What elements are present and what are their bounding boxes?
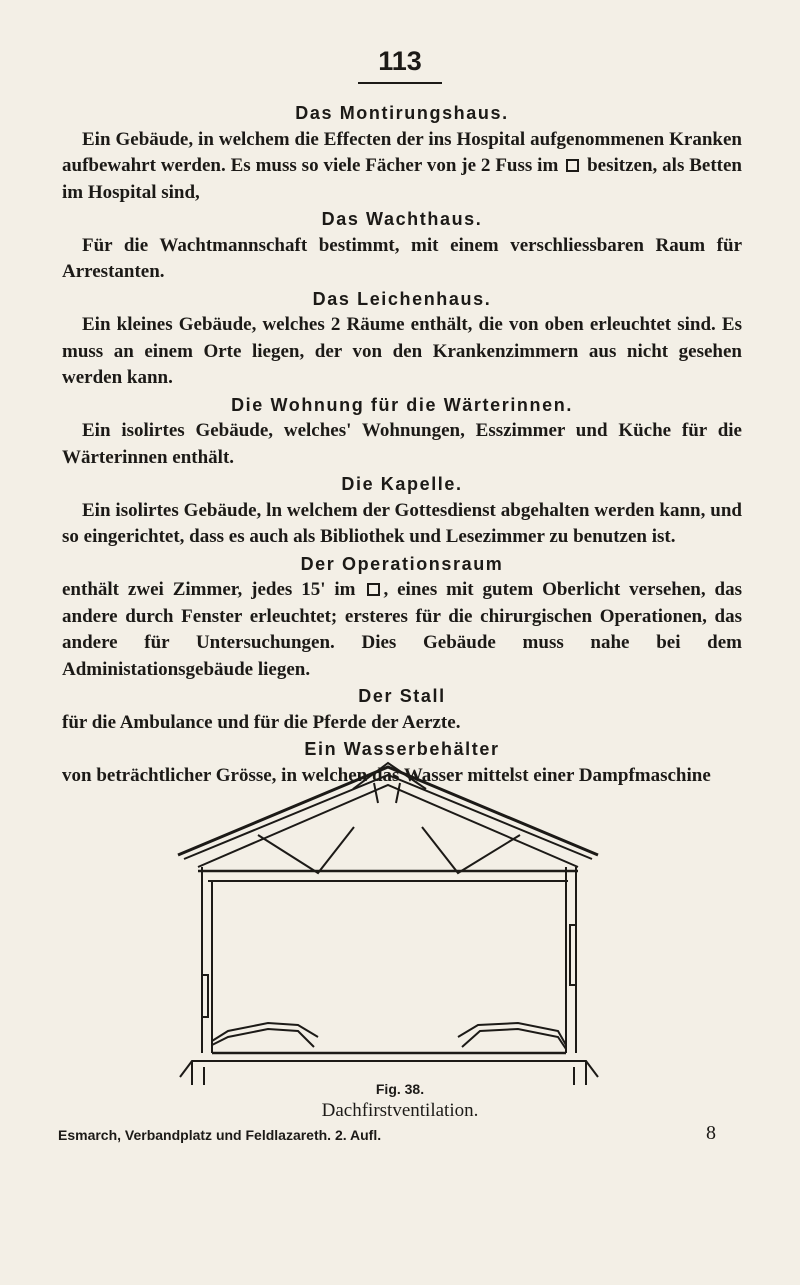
section-title: Das Leichenhaus. xyxy=(312,288,492,309)
paragraph xyxy=(62,312,742,392)
section-title: Die Kapelle. xyxy=(341,474,463,494)
paragraph-text: , eines mit gutem Oberlicht versehen, das andere durch Fenster erleuchtet; ersteres für die chirurgischen Operationen, das andere für Untersuchungen. Dies Gebäude muss nahe bei dem Administationsgebäude liegen. xyxy=(62,579,742,680)
section-title: Der Stall xyxy=(358,686,446,706)
section-title: Der Operationsraum xyxy=(300,553,504,574)
square-symbol-icon xyxy=(566,159,579,172)
paragraph-text: Ein isolirtes Gebäude, welches' Wohnungen, Esszimmer und Küche für die Wärterinnen enthält. xyxy=(62,420,742,468)
paragraph-text: besitzen, als Betten im Hospital sind, xyxy=(62,155,742,203)
page-number-rule xyxy=(358,82,442,84)
square-symbol-icon xyxy=(367,583,380,596)
paragraph-text: Ein isolirtes Gebäude, ln welchem der Gottesdienst abgehalten werden kann, und so eingerichtet, dass es auch als Bibliothek und Lesezimmer zu benutzen ist. xyxy=(62,499,742,547)
paragraph xyxy=(62,233,742,286)
paragraph-text: für die Ambulance und für die Pferde der Aerzte. xyxy=(62,711,461,733)
page-number: 113 xyxy=(378,46,422,76)
paragraph-text: von beträchtlicher Grösse, in welchen das Wasser mittelst einer Dampfmaschine xyxy=(62,764,711,786)
figure-label: Fig. 38. xyxy=(375,1081,425,1097)
section-title: Die Wohnung für die Wärterinnen. xyxy=(231,394,573,415)
body-text xyxy=(62,100,742,789)
paragraph xyxy=(62,127,742,207)
figure-caption: Dachfirstventilation. xyxy=(321,1100,479,1121)
paragraph xyxy=(62,710,742,737)
sheet-signature: 8 xyxy=(706,1122,716,1144)
footer-source: Esmarch, Verbandplatz und Feldlazareth. 2. Aufl. xyxy=(58,1127,382,1143)
section-title: Ein Wasserbehälter xyxy=(304,739,500,759)
paragraph xyxy=(62,577,742,683)
paragraph-text: Für die Wachtmannschaft bestimmt, mit einem verschliessbaren Raum für Arrestanten. xyxy=(62,234,742,282)
paragraph xyxy=(62,498,742,551)
section-title: Das Wachthaus. xyxy=(321,209,483,229)
paragraph-text: Ein Gebäude, in welchem die Effecten der ins Hospital aufgenommenen Kranken aufbewahrt werden. Es muss so viele Fächer von je 2 Fuss im xyxy=(62,128,742,176)
ventilation-figure xyxy=(168,755,608,1085)
section-title: Das Montirungshaus. xyxy=(295,103,509,123)
paragraph xyxy=(62,418,742,471)
paragraph-text: enthält zwei Zimmer, jedes 15' im xyxy=(62,579,365,600)
paragraph-text: Ein kleines Gebäude, welches 2 Räume enthält, die von oben erleuchtet sind. Es muss an einem Orte liegen, der von den Krankenzimmern aus nicht gesehen werden kann. xyxy=(62,314,742,388)
